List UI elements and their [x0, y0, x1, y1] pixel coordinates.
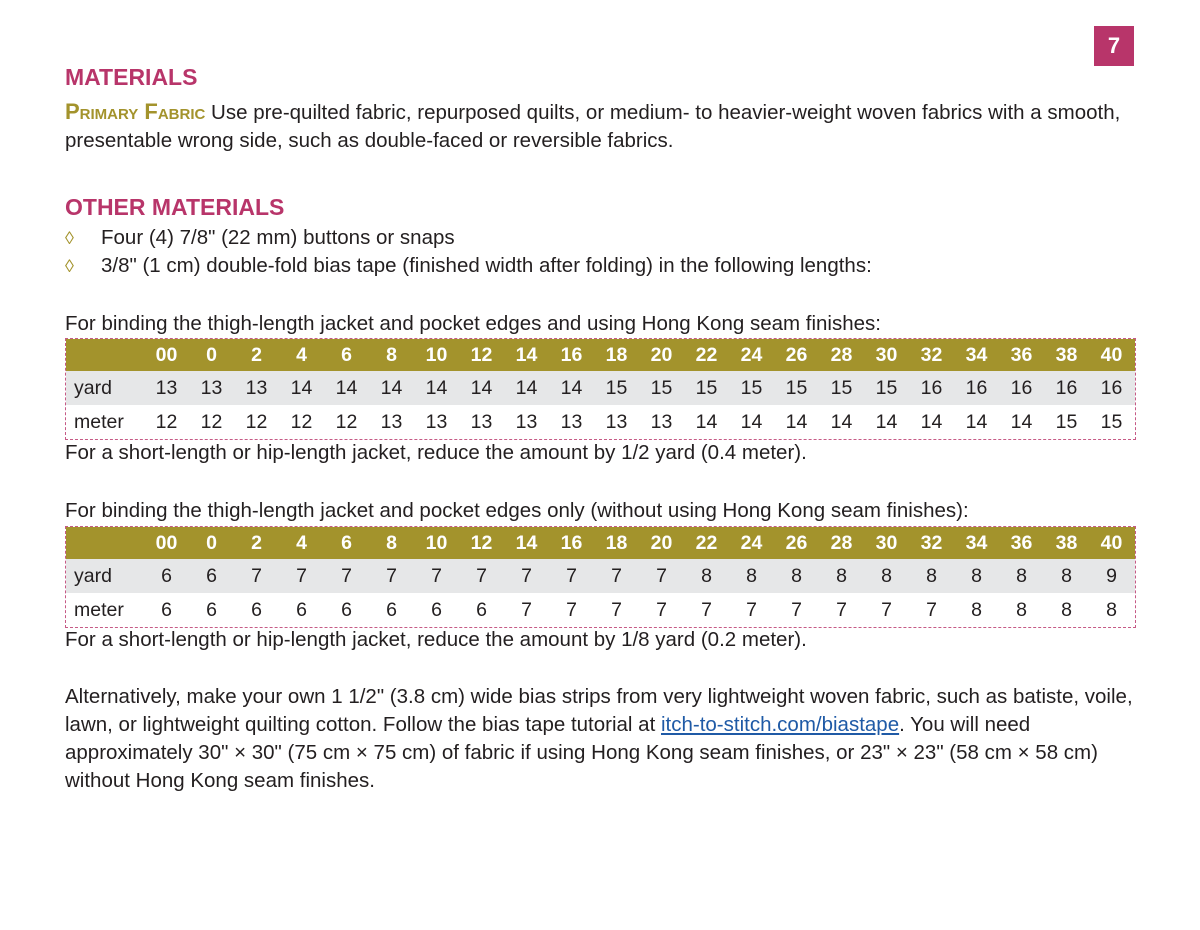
yard-row: [66, 559, 1135, 593]
alternative-text-before: Alternatively, make your own 1 1/2" (3.8 cm) wide bias strips from very lightweight woven fabric, such as batiste, voile, lawn, or lightweight quilting cotton. Follow the bias tape tutorial at: [65, 685, 1133, 736]
yard-value-cell: 14: [515, 376, 538, 399]
meter-value-cell: 8: [1016, 598, 1027, 621]
primary-fabric-text: Use pre-quilted fabric, repurposed quilts, or medium- to heavier-weight woven fabrics with a smooth, presentable wrong side, such as double-faced or reversible fabrics.: [65, 101, 1121, 152]
size-header-cell: 34: [965, 531, 988, 554]
size-header-cell: 38: [1055, 343, 1078, 366]
meter-value-cell: 15: [1055, 410, 1078, 433]
table1-note: For a short-length or hip-length jacket, reduce the amount by 1/2 yard (0.4 meter).: [65, 441, 807, 464]
yard-value-cell: 16: [965, 376, 988, 399]
size-header-cell: 28: [830, 343, 853, 366]
yard-value-cell: 7: [476, 564, 487, 587]
size-header-cell: 38: [1055, 531, 1078, 554]
yard-value-cell: 7: [521, 564, 532, 587]
meter-value-cell: 15: [1100, 410, 1123, 433]
meter-value-cell: 13: [470, 410, 493, 433]
meter-value-cell: 7: [701, 598, 712, 621]
yard-value-cell: 9: [1106, 564, 1117, 587]
yard-value-cell: 16: [1010, 376, 1033, 399]
yard-value-cell: 8: [926, 564, 937, 587]
meter-row-label: meter: [74, 410, 124, 433]
meter-value-cell: 6: [296, 598, 307, 621]
yardage-table-hong-kong: [65, 338, 1136, 440]
yard-value-cell: 15: [695, 376, 718, 399]
size-header-cell: 6: [341, 531, 352, 554]
meter-value-cell: 8: [1061, 598, 1072, 621]
yard-value-cell: 8: [836, 564, 847, 587]
meter-value-cell: 12: [335, 410, 358, 433]
meter-value-cell: 7: [836, 598, 847, 621]
size-header-cell: 28: [830, 531, 853, 554]
yard-value-cell: 8: [881, 564, 892, 587]
yard-value-cell: 15: [875, 376, 898, 399]
meter-value-cell: 14: [740, 410, 763, 433]
size-header-cell: 40: [1100, 343, 1123, 366]
size-header-cell: 32: [920, 531, 943, 554]
meter-value-cell: 14: [695, 410, 718, 433]
yard-value-cell: 14: [560, 376, 583, 399]
meter-value-cell: 6: [161, 598, 172, 621]
meter-value-cell: 14: [965, 410, 988, 433]
yard-value-cell: 15: [830, 376, 853, 399]
size-header-cell: 0: [206, 343, 217, 366]
yard-value-cell: 7: [566, 564, 577, 587]
meter-row: [66, 593, 1135, 627]
size-header-cell: 30: [875, 343, 898, 366]
yard-value-cell: 15: [740, 376, 763, 399]
yard-row: [66, 371, 1135, 405]
page-number: 7: [1094, 26, 1134, 66]
size-header-cell: 0: [206, 531, 217, 554]
meter-value-cell: 7: [926, 598, 937, 621]
meter-value-cell: 6: [341, 598, 352, 621]
primary-fabric-paragraph: [65, 98, 1137, 155]
meter-value-cell: 14: [875, 410, 898, 433]
yard-value-cell: 14: [470, 376, 493, 399]
alternative-text-after: . You will need approximately 30" × 30" (75 cm × 75 cm) of fabric if using Hong Kong seam finishes, or 23" × 23" (58 cm × 58 cm) without Hong Kong seam finishes.: [65, 713, 1098, 792]
list-item: [65, 252, 872, 280]
size-header-cell: 16: [560, 531, 583, 554]
meter-value-cell: 14: [920, 410, 943, 433]
size-header-cell: 32: [920, 343, 943, 366]
meter-value-cell: 13: [605, 410, 628, 433]
yard-value-cell: 16: [1055, 376, 1078, 399]
yardage-table-no-hong-kong: [65, 526, 1136, 628]
list-item: [65, 224, 872, 252]
list-item-text: Four (4) 7/8" (22 mm) buttons or snaps: [101, 226, 455, 249]
primary-fabric-label: Primary Fabric: [65, 99, 206, 124]
yard-value-cell: 15: [650, 376, 673, 399]
yard-value-cell: 8: [701, 564, 712, 587]
yard-value-cell: 14: [335, 376, 358, 399]
yard-value-cell: 15: [605, 376, 628, 399]
meter-value-cell: 13: [425, 410, 448, 433]
meter-value-cell: 7: [566, 598, 577, 621]
meter-value-cell: 7: [611, 598, 622, 621]
size-header-cell: 20: [650, 531, 673, 554]
meter-value-cell: 8: [971, 598, 982, 621]
meter-value-cell: 6: [476, 598, 487, 621]
yard-value-cell: 7: [341, 564, 352, 587]
yard-value-cell: 7: [656, 564, 667, 587]
size-header-cell: 22: [695, 531, 718, 554]
yard-value-cell: 13: [245, 376, 268, 399]
size-header-cell: 18: [605, 531, 628, 554]
yard-value-cell: 14: [290, 376, 313, 399]
table-header-row: [66, 527, 1135, 559]
yard-value-cell: 16: [1100, 376, 1123, 399]
size-header-cell: 2: [251, 343, 262, 366]
size-header-cell: 14: [515, 531, 538, 554]
size-header-cell: 2: [251, 531, 262, 554]
meter-value-cell: 6: [431, 598, 442, 621]
size-header-cell: 12: [470, 531, 493, 554]
meter-value-cell: 7: [656, 598, 667, 621]
diamond-icon: ◊: [65, 228, 74, 248]
size-header-cell: 36: [1010, 531, 1033, 554]
meter-value-cell: 12: [200, 410, 223, 433]
yard-value-cell: 6: [161, 564, 172, 587]
size-header-cell: 10: [425, 343, 448, 366]
yard-value-cell: 14: [380, 376, 403, 399]
meter-value-cell: 7: [521, 598, 532, 621]
size-header-cell: 12: [470, 343, 493, 366]
yard-value-cell: 6: [206, 564, 217, 587]
meter-row: [66, 405, 1135, 439]
yard-value-cell: 7: [251, 564, 262, 587]
meter-value-cell: 6: [251, 598, 262, 621]
size-header-cell: 16: [560, 343, 583, 366]
yard-value-cell: 8: [1016, 564, 1027, 587]
table1-intro: For binding the thigh-length jacket and pocket edges and using Hong Kong seam finishes:: [65, 312, 881, 335]
size-header-cell: 18: [605, 343, 628, 366]
size-header-cell: 20: [650, 343, 673, 366]
meter-value-cell: 13: [380, 410, 403, 433]
meter-value-cell: 14: [785, 410, 808, 433]
meter-value-cell: 13: [650, 410, 673, 433]
materials-list: [65, 224, 872, 280]
size-header-cell: 8: [386, 343, 397, 366]
list-item-text: 3/8" (1 cm) double-fold bias tape (finished width after folding) in the following lengths:: [101, 254, 872, 277]
size-header-cell: 24: [740, 531, 763, 554]
meter-value-cell: 13: [515, 410, 538, 433]
yard-row-label: yard: [74, 564, 112, 587]
size-header-cell: 14: [515, 343, 538, 366]
size-header-cell: 30: [875, 531, 898, 554]
meter-value-cell: 7: [746, 598, 757, 621]
yard-row-label: yard: [74, 376, 112, 399]
yard-value-cell: 7: [386, 564, 397, 587]
yard-value-cell: 16: [920, 376, 943, 399]
meter-row-label: meter: [74, 598, 124, 621]
size-header-cell: 6: [341, 343, 352, 366]
bias-tape-tutorial-link[interactable]: itch-to-stitch.com/biastape: [660, 713, 900, 736]
yard-value-cell: 7: [611, 564, 622, 587]
size-header-cell: 26: [785, 343, 808, 366]
size-header-cell: 24: [740, 343, 763, 366]
meter-value-cell: 12: [290, 410, 313, 433]
materials-heading: MATERIALS: [65, 64, 198, 90]
yard-value-cell: 14: [425, 376, 448, 399]
other-materials-heading: OTHER MATERIALS: [65, 194, 285, 220]
yard-value-cell: 8: [791, 564, 802, 587]
meter-value-cell: 7: [791, 598, 802, 621]
meter-value-cell: 6: [386, 598, 397, 621]
size-header-cell: 22: [695, 343, 718, 366]
size-header-cell: 36: [1010, 343, 1033, 366]
yard-value-cell: 7: [431, 564, 442, 587]
yard-value-cell: 15: [785, 376, 808, 399]
diamond-icon: ◊: [65, 256, 74, 276]
meter-value-cell: 8: [1106, 598, 1117, 621]
meter-value-cell: 7: [881, 598, 892, 621]
table2-intro: For binding the thigh-length jacket and pocket edges only (without using Hong Kong seam finishes):: [65, 499, 969, 522]
yard-value-cell: 8: [971, 564, 982, 587]
size-header-cell: 4: [296, 531, 307, 554]
meter-value-cell: 12: [155, 410, 178, 433]
meter-value-cell: 6: [206, 598, 217, 621]
size-header-cell: 4: [296, 343, 307, 366]
meter-value-cell: 12: [245, 410, 268, 433]
size-header-cell: 40: [1100, 531, 1123, 554]
size-header-cell: 8: [386, 531, 397, 554]
table2-note: For a short-length or hip-length jacket, reduce the amount by 1/8 yard (0.2 meter).: [65, 628, 807, 651]
yard-value-cell: 8: [1061, 564, 1072, 587]
yard-value-cell: 13: [155, 376, 178, 399]
alternative-paragraph: [65, 683, 1137, 795]
size-header-cell: 00: [155, 343, 178, 366]
meter-value-cell: 13: [560, 410, 583, 433]
meter-value-cell: 14: [1010, 410, 1033, 433]
table-header-row: [66, 339, 1135, 371]
yard-value-cell: 7: [296, 564, 307, 587]
size-header-cell: 00: [155, 531, 178, 554]
size-header-cell: 26: [785, 531, 808, 554]
yard-value-cell: 13: [200, 376, 223, 399]
yard-value-cell: 8: [746, 564, 757, 587]
meter-value-cell: 14: [830, 410, 853, 433]
size-header-cell: 34: [965, 343, 988, 366]
size-header-cell: 10: [425, 531, 448, 554]
